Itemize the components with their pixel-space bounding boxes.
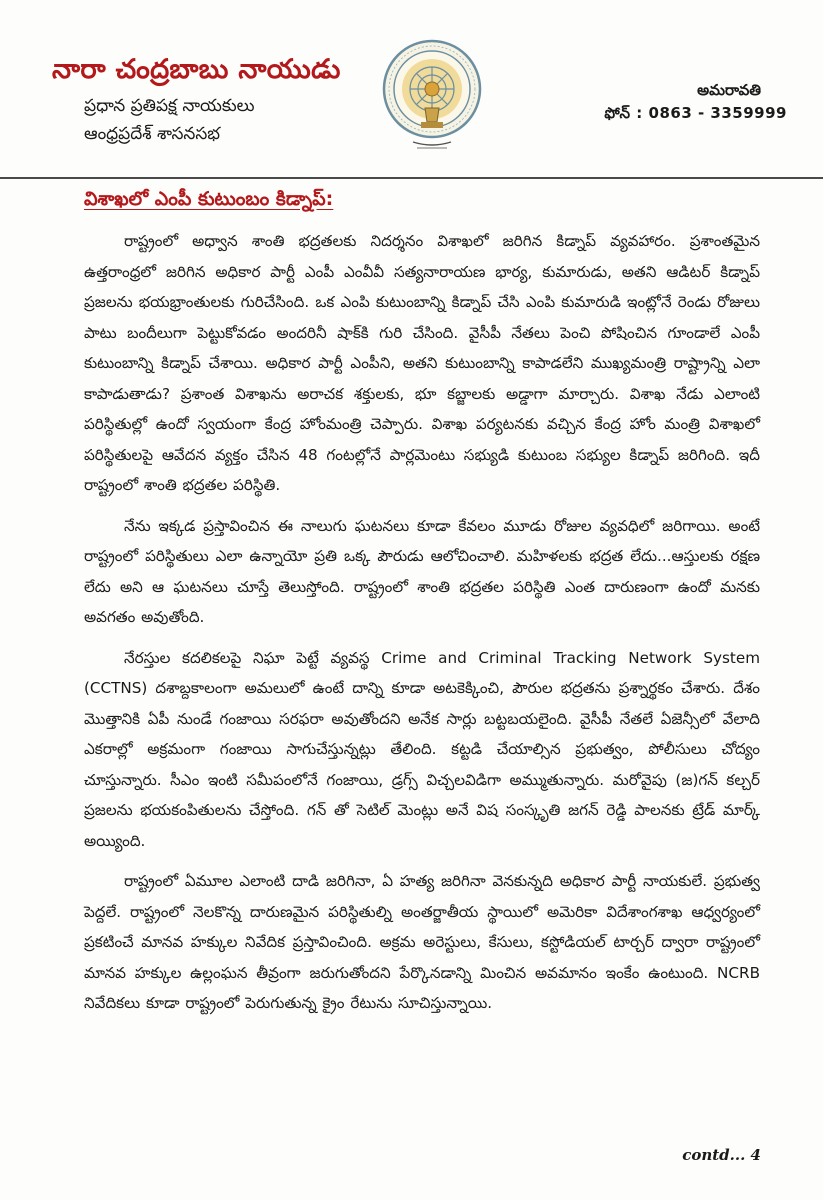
phone-number: ఫోన్ : 0863 - 3359999 bbox=[604, 104, 787, 122]
paragraph-3: నేరస్తుల కదలికలపై నిఘా పెట్టే వ్యవస్థ Crime and Criminal Tracking Network System (CCTNS) దశాబ్దకాలంగా అమలులో ఉంటే దాన్ని కూడా అటకెక్కించి, పౌరుల భద్రతను ప్రశ్నార్థకం చేశారు. దేశం మొత్తానికి ఏపీ నుండే గంజాయి సరఫరా అవుతోందని అనేక సార్లు బట్టబయలైంది. వైసీపీ నేతలే ఏజెన్సీలో వేలాది ఎకరాల్లో అక్రమంగా గంజాయి సాగుచేస్తున్నట్లు తేలింది. కట్టడి చేయాల్సిన ప్రభుత్వం, పోలీసులు చోద్యం చూస్తున్నారు. సీఎం ఇంటి సమీపంలోనే గంజాయి, డ్రగ్స్ విచ్చలవిడిగా అమ్ముతున్నారు. మరోవైపు (జ)గన్ కల్చర్ ప్రజలను భయకంపితులను చేస్తోంది. గన్ తో సెటిల్ మెంట్లు అనే విష సంస్కృతి జగన్ రెడ్డి పాలనకు ట్రేడ్ మార్క్ అయ్యింది. bbox=[84, 648, 760, 850]
paragraph-2: నేను ఇక్కడ ప్రస్తావించిన ఈ నాలుగు ఘటనలు కూడా కేవలం మూడు రోజుల వ్యవధిలో జరిగాయి. అంటే రాష్ట్రంలో పరిస్థితులు ఎలా ఉన్నాయో ప్రతి ఒక్క పౌరుడు ఆలోచించాలి. మహిళలకు భద్రత లేదు...ఆస్తులకు రక్షణ లేదు అని ఆ ఘటనలు చూస్తే తెలుస్తోంది. రాష్ట్రంలో శాంతి భద్రతల పరిస్థితి ఎంత దారుణంగా ఉందో మనకు అవగతం అవుతోంది. bbox=[84, 516, 760, 626]
letterhead bbox=[0, 0, 823, 178]
state-emblem-icon bbox=[381, 38, 483, 156]
header-divider bbox=[0, 177, 823, 179]
paragraph-1: రాష్ట్రంలో అధ్వాన శాంతి భద్రతలకు నిదర్శనం విశాఖలో జరిగిన కిడ్నాప్ వ్యవహారం. ప్రశాంతమైన ఉత్తరాంధ్రలో జరిగిన అధికార పార్టీ ఎంపీ ఎంవీవీ సత్యనారాయణ భార్య, కుమారుడు, అతని ఆడిటర్ కిడ్నాప్ ప్రజలను భయభ్రాంతులకు గురిచేసింది. ఒక ఎంపి కుటుంబాన్ని కిడ్నాప్ చేసి ఎంపి కుమారుడి ఇంట్లోనే రెండు రోజులు పాటు బందీలుగా పెట్టుకోవడం అందరినీ షాక్‌కి గురి చేసింది. వైసీపీ నేతలు పెంచి పోషించిన గూండాలే ఎంపీ కుటుంబాన్ని కిడ్నాప్ చేశాయి. అధికార పార్టీ ఎంపీని, అతని కుటుంబాన్ని కాపాడలేని ముఖ్యమంత్రి రాష్ట్రాన్ని ఎలా కాపాడుతాడు? ప్రశాంత విశాఖను అరాచక శక్తులకు, భూ కబ్జాలకు అడ్డాగా మార్చారు. విశాఖ నేడు ఎలాంటి పరిస్థితుల్లో ఉందో స్వయంగా కేంద్ర హోంమంత్రి చెప్పారు. విశాఖ పర్యటనకు వచ్చిన కేంద్ర హోం మంత్రి విశాఖలో పరిస్థితులపై ఆవేదన వ్యక్తం చేసిన 48 గంటల్లోనే పార్లమెంటు సభ్యుడి కుటుంబ సభ్యుల కిడ్నాప్ జరిగింది. ఇదీ రాష్ట్రంలో శాంతి భద్రతల పరిస్థితి. bbox=[84, 232, 760, 494]
leader-name: నారా చంద్రబాబు నాయుడు bbox=[52, 54, 341, 85]
leader-house: ఆంధ్రప్రదేశ్ శాసనసభ bbox=[84, 124, 221, 144]
body-text bbox=[84, 226, 760, 1029]
leader-title: ప్రధాన ప్రతిపక్ష నాయకులు bbox=[84, 96, 255, 116]
section-heading: విశాఖలో ఎంపీ కుటుంబం కిడ్నాప్: bbox=[84, 188, 334, 210]
city: అమరావతి bbox=[697, 81, 761, 99]
paragraph-4: రాష్ట్రంలో ఏమూల ఎలాంటి దాడి జరిగినా, ఏ హత్య జరిగినా వెనకున్నది అధికార పార్టీ నాయకులే. ప్రభుత్వ పెద్దలే. రాష్ట్రంలో నెలకొన్న దారుణమైన పరిస్థితుల్ని అంతర్జాతీయ స్థాయిలో అమెరికా విదేశాంగశాఖ ఆధ్వర్యంలో ప్రకటించే మానవ హక్కుల నివేదిక ప్రస్తావించింది. అక్రమ అరెస్టులు, కేసులు, కస్టోడియల్ టార్చర్ ద్వారా రాష్ట్రంలో మానవ హక్కుల ఉల్లంఘన తీవ్రంగా జరుగుతోందని పేర్కొనడాన్ని మించిన అవమానం ఇంకేం ఉంటుంది. NCRB నివేదికలు కూడా రాష్ట్రంలో పెరుగుతున్న క్రైం రేటును సూచిస్తున్నాయి. bbox=[84, 872, 761, 1012]
continued-marker: contd... 4 bbox=[682, 1146, 761, 1164]
